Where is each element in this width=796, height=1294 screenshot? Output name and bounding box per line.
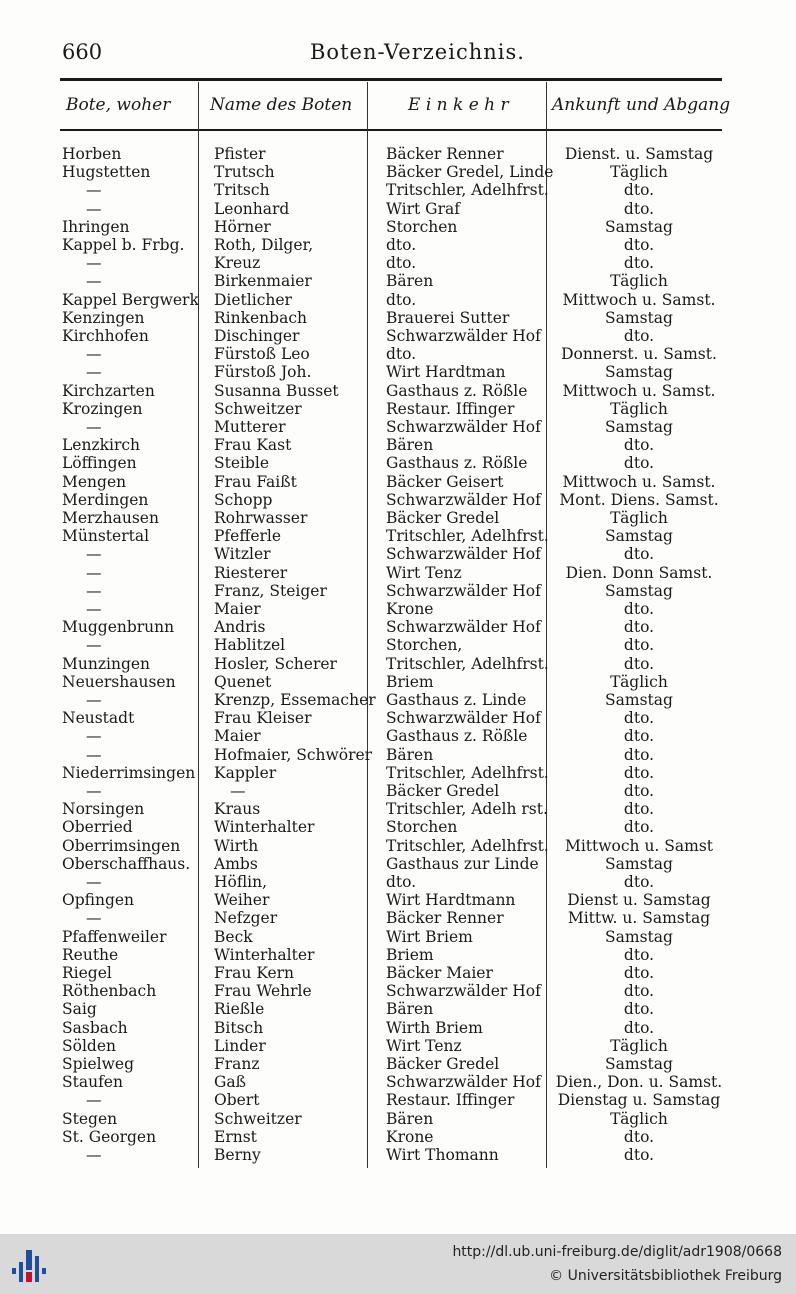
row-einkehr: Wirth Briem (386, 1018, 483, 1037)
table-row (0, 982, 796, 1000)
row-name: Weiher (214, 891, 270, 910)
row-ankunft: Samstag (605, 217, 673, 236)
row-name: Bitsch (214, 1018, 264, 1037)
row-einkehr: Wirt Hardtman (386, 363, 506, 382)
row-ankunft: Samstag (605, 854, 673, 873)
row-bote: Mengen (62, 472, 127, 491)
row-name: Quenet (214, 672, 272, 691)
row-ankunft: Samstag (605, 527, 673, 546)
row-bote: Sasbach (62, 1018, 128, 1037)
row-bote: Staufen (62, 1073, 123, 1092)
row-name: Trutsch (214, 163, 275, 182)
row-ankunft: dto. (623, 454, 655, 473)
row-ankunft: Täglich (610, 672, 668, 691)
table-row (0, 691, 796, 709)
row-einkehr: Schwarzwälder Hof (386, 1073, 541, 1092)
table-row (0, 1110, 796, 1128)
row-name: Linder (214, 1036, 266, 1055)
row-bote: — (86, 545, 102, 564)
row-name: Nefzger (214, 909, 278, 928)
table-row (0, 636, 796, 654)
row-bote: Oberrimsingen (62, 836, 181, 855)
row-name: Frau Kern (214, 964, 295, 982)
row-bote: Horben (62, 145, 122, 163)
row-ankunft: Täglich (610, 399, 668, 418)
table-row (0, 1000, 796, 1018)
row-name: Wirth (214, 836, 259, 855)
row-bote: Kirchzarten (62, 381, 155, 400)
row-ankunft: dto. (623, 1146, 655, 1164)
row-bote: — (86, 363, 102, 382)
row-bote: Röthenbach (62, 982, 157, 1001)
row-bote: Muggenbrunn (62, 618, 175, 637)
row-name: Pfister (214, 145, 266, 163)
row-ankunft: dto. (623, 1000, 655, 1019)
row-bote: — (86, 563, 102, 582)
row-name: Hörner (214, 217, 271, 236)
row-einkehr: Krone (386, 600, 434, 618)
row-einkehr: Schwarzwälder Hof (386, 581, 541, 600)
table-row (0, 382, 796, 400)
row-einkehr: Storchen (386, 818, 458, 837)
row-bote: — (86, 345, 102, 364)
row-name: Frau Kleiser (214, 709, 312, 728)
row-name: Berny (214, 1146, 261, 1164)
row-bote: Oberschaffhaus. (62, 854, 191, 873)
table-row (0, 272, 796, 290)
table-row (0, 345, 796, 363)
row-name: Riesterer (214, 563, 288, 582)
row-einkehr: Schwarzwälder Hof (386, 327, 541, 345)
row-name: Dietlicher (214, 290, 292, 309)
row-bote: — (86, 782, 102, 800)
row-einkehr: Bäcker Gredel (386, 1055, 500, 1073)
row-bote: — (86, 636, 102, 655)
row-bote: Saig (62, 1000, 97, 1019)
footer-bar (0, 1234, 796, 1294)
row-bote: Kenzingen (62, 308, 145, 327)
row-ankunft: Mittwoch u. Samst. (562, 472, 716, 491)
row-name: Frau Kast (214, 436, 292, 455)
row-bote: Niederrimsingen (62, 763, 196, 782)
row-name: Mutterer (214, 418, 286, 436)
row-ankunft: dto. (623, 181, 655, 200)
row-einkehr: Wirt Tenz (386, 563, 462, 582)
ub-freiburg-logo-icon (12, 1244, 52, 1284)
row-bote: — (86, 909, 102, 928)
row-einkehr: dto. (386, 345, 417, 364)
row-name: Winterhalter (214, 818, 315, 837)
row-bote: Merzhausen (62, 509, 159, 527)
top-rule (60, 78, 722, 81)
row-ankunft: Samstag (605, 927, 673, 946)
row-name: Franz, Steiger (214, 581, 327, 600)
row-einkehr: Gasthaus z. Linde (386, 691, 527, 709)
table-row (0, 746, 796, 764)
row-bote: — (86, 600, 102, 618)
row-einkehr: dto. (386, 290, 417, 309)
row-einkehr: Schwarzwälder Hof (386, 709, 541, 728)
row-bote: — (86, 254, 102, 273)
row-ankunft: dto. (623, 982, 655, 1001)
row-ankunft: Samstag (605, 363, 673, 382)
page-title: Boten-Verzeichnis. (310, 40, 525, 64)
row-einkehr: Wirt Graf (386, 199, 460, 218)
row-bote: Reuthe (62, 945, 119, 964)
table-row (0, 1128, 796, 1146)
table-row (0, 309, 796, 327)
row-ankunft: Dienst u. Samstag (567, 891, 711, 910)
row-einkehr: Schwarzwälder Hof (386, 545, 541, 564)
row-einkehr: Briem (386, 945, 434, 964)
row-bote: — (86, 418, 102, 436)
row-einkehr: Tritschler, Adelhfrst. (386, 527, 549, 546)
row-bote: — (86, 727, 102, 746)
row-name: Schweitzer (214, 1109, 302, 1128)
row-einkehr: Bäcker Renner (386, 145, 504, 163)
row-bote: Münstertal (62, 527, 150, 546)
row-einkehr: dto. (386, 254, 417, 273)
row-einkehr: Wirt Hardtmann (386, 891, 516, 910)
row-ankunft: Dien. Donn Samst. (565, 563, 713, 582)
row-bote: Ihringen (62, 217, 130, 236)
row-bote: Opfingen (62, 891, 135, 910)
row-name: Krenzp, Essemacher (214, 691, 376, 709)
row-ankunft: Samstag (605, 581, 673, 600)
row-bote: Sölden (62, 1036, 116, 1055)
table-row (0, 145, 796, 163)
row-name: Obert (214, 1091, 260, 1110)
table-row (0, 436, 796, 454)
table-row (0, 873, 796, 891)
row-name: — (230, 782, 246, 800)
row-name: Fürstoß Leo (214, 345, 310, 364)
table-row (0, 964, 796, 982)
row-einkehr: Bäcker Maier (386, 964, 493, 982)
row-einkehr: Wirt Briem (386, 927, 473, 946)
table-row (0, 400, 796, 418)
row-name: Maier (214, 600, 261, 618)
row-ankunft: dto. (623, 782, 655, 800)
row-name: Gaß (214, 1073, 246, 1092)
row-bote: Munzingen (62, 654, 151, 673)
row-name: Witzler (214, 545, 271, 564)
row-bote: — (86, 181, 102, 200)
row-ankunft: Täglich (610, 509, 668, 527)
row-ankunft: dto. (623, 618, 655, 637)
row-name: Hofmaier, Schwörer (214, 745, 373, 764)
table-row (0, 236, 796, 254)
row-name: Frau Wehrle (214, 982, 312, 1001)
row-name: Andris (214, 618, 266, 637)
row-ankunft: dto. (623, 818, 655, 837)
table-row (0, 673, 796, 691)
row-bote: Kappel b. Frbg. (62, 236, 185, 254)
row-bote: — (86, 272, 102, 291)
row-ankunft: dto. (623, 254, 655, 273)
row-name: Birkenmaier (214, 272, 312, 291)
row-einkehr: Tritschler, Adelh rst. (386, 800, 548, 819)
row-ankunft: dto. (623, 873, 655, 891)
table-row (0, 527, 796, 545)
row-name: Kreuz (214, 254, 261, 273)
row-bote: Hugstetten (62, 163, 151, 182)
table-row (0, 545, 796, 563)
table-row (0, 782, 796, 800)
row-ankunft: dto. (623, 964, 655, 982)
row-ankunft: Mittwoch u. Samst. (562, 290, 716, 309)
row-einkehr: Schwarzwälder Hof (386, 618, 541, 637)
row-einkehr: Schwarzwälder Hof (386, 418, 541, 436)
page-number: 660 (62, 40, 103, 64)
row-einkehr: Tritschler, Adelhfrst. (386, 181, 549, 200)
row-bote: Pfaffenweiler (62, 927, 167, 946)
row-ankunft: dto. (623, 727, 655, 746)
row-bote: Norsingen (62, 800, 145, 819)
table-row (0, 181, 796, 199)
table-row (0, 1146, 796, 1164)
row-einkehr: Schwarzwälder Hof (386, 982, 541, 1001)
row-ankunft: dto. (623, 236, 655, 254)
table-row (0, 837, 796, 855)
row-ankunft: dto. (623, 945, 655, 964)
row-einkehr: Restaur. Iffinger (386, 399, 515, 418)
row-ankunft: dto. (623, 1127, 655, 1146)
row-einkehr: Bäcker Geisert (386, 472, 504, 491)
row-einkehr: Bären (386, 1000, 434, 1019)
row-ankunft: Dien., Don. u. Samst. (555, 1073, 723, 1092)
row-einkehr: Tritschler, Adelhfrst. (386, 763, 549, 782)
row-einkehr: Brauerei Sutter (386, 308, 510, 327)
table-row (0, 582, 796, 600)
table-row (0, 600, 796, 618)
row-ankunft: Mont. Diens. Samst. (559, 490, 719, 509)
row-name: Kraus (214, 800, 261, 819)
row-einkehr: Krone (386, 1127, 434, 1146)
column-header-name: Name des Boten (210, 95, 353, 115)
row-name: Rinkenbach (214, 308, 307, 327)
row-ankunft: Täglich (610, 1036, 668, 1055)
table-row (0, 800, 796, 818)
row-einkehr: Gasthaus z. Rößle (386, 454, 528, 473)
table-row (0, 618, 796, 636)
table-row (0, 928, 796, 946)
row-einkehr: Schwarzwälder Hof (386, 490, 541, 509)
row-ankunft: dto. (623, 600, 655, 618)
row-ankunft: Mittwoch u. Samst (564, 836, 714, 855)
table-row (0, 454, 796, 472)
row-einkehr: Storchen (386, 217, 458, 236)
table-row (0, 200, 796, 218)
row-name: Kappler (214, 763, 277, 782)
table-row (0, 818, 796, 836)
row-name: Höflin, (214, 873, 268, 891)
row-einkehr: Gasthaus z. Rößle (386, 727, 528, 746)
row-bote: Spielweg (62, 1055, 134, 1073)
row-ankunft: dto. (623, 545, 655, 564)
row-einkehr: Gasthaus zur Linde (386, 854, 539, 873)
row-ankunft: Dienstag u. Samstag (557, 1091, 721, 1110)
table-row (0, 1091, 796, 1109)
table-row (0, 655, 796, 673)
row-bote: — (86, 873, 102, 891)
row-bote: — (86, 581, 102, 600)
row-name: Schopp (214, 490, 273, 509)
table-row (0, 891, 796, 909)
row-einkehr: Bäcker Gredel (386, 509, 500, 527)
row-name: Steible (214, 454, 270, 473)
row-name: Maier (214, 727, 261, 746)
table-row (0, 1055, 796, 1073)
row-ankunft: dto. (623, 709, 655, 728)
table-row (0, 1019, 796, 1037)
row-bote: — (86, 745, 102, 764)
row-einkehr: Tritschler, Adelhfrst. (386, 654, 549, 673)
row-name: Hablitzel (214, 636, 286, 655)
row-name: Franz (214, 1055, 260, 1073)
row-ankunft: Dienst. u. Samstag (564, 145, 714, 163)
row-ankunft: Mittw. u. Samstag (567, 909, 711, 928)
row-bote: Neuershausen (62, 672, 176, 691)
row-einkehr: Wirt Tenz (386, 1036, 462, 1055)
row-ankunft: Donnerst. u. Samst. (561, 345, 717, 364)
row-ankunft: dto. (623, 745, 655, 764)
row-name: Schweitzer (214, 399, 302, 418)
row-name: Rießle (214, 1000, 265, 1019)
row-einkehr: Briem (386, 672, 434, 691)
row-einkehr: dto. (386, 873, 417, 891)
table-row (0, 1073, 796, 1091)
table-row (0, 363, 796, 381)
row-ankunft: Täglich (610, 1109, 668, 1128)
table-row (0, 291, 796, 309)
row-ankunft: Samstag (605, 691, 673, 709)
row-name: Ernst (214, 1127, 257, 1146)
header-rule (60, 129, 722, 131)
row-bote: Stegen (62, 1109, 118, 1128)
table-row (0, 564, 796, 582)
row-name: Frau Faißt (214, 472, 297, 491)
table-row (0, 855, 796, 873)
table-row (0, 473, 796, 491)
row-ankunft: Samstag (605, 418, 673, 436)
table-row (0, 418, 796, 436)
table-row (0, 254, 796, 272)
row-ankunft: dto. (623, 436, 655, 455)
row-ankunft: Mittwoch u. Samst. (562, 381, 716, 400)
row-name: Ambs (214, 854, 258, 873)
row-bote: Riegel (62, 964, 112, 982)
row-ankunft: dto. (623, 1018, 655, 1037)
row-ankunft: dto. (623, 800, 655, 819)
row-name: Leonhard (214, 199, 290, 218)
table-row (0, 163, 796, 181)
row-name: Winterhalter (214, 945, 315, 964)
row-name: Dischinger (214, 327, 300, 345)
row-bote: Merdingen (62, 490, 149, 509)
row-einkehr: Gasthaus z. Rößle (386, 381, 528, 400)
table-row (0, 909, 796, 927)
table-row (0, 946, 796, 964)
table-row (0, 509, 796, 527)
source-url[interactable]: http://dl.ub.uni-freiburg.de/diglit/adr1908/0668 (452, 1244, 782, 1260)
row-name: Rohrwasser (214, 509, 308, 527)
row-bote: Löffingen (62, 454, 137, 473)
row-ankunft: Täglich (610, 163, 668, 182)
row-einkehr: Bäcker Gredel, Linde (386, 163, 554, 182)
row-name: Roth, Dilger, (214, 236, 314, 254)
row-einkehr: Bären (386, 1109, 434, 1128)
row-ankunft: Samstag (605, 308, 673, 327)
row-name: Tritsch (214, 181, 270, 200)
row-einkehr: dto. (386, 236, 417, 254)
row-ankunft: dto. (623, 763, 655, 782)
column-header-bote: Bote, woher (66, 95, 171, 115)
table-row (0, 327, 796, 345)
row-einkehr: Tritschler, Adelhfrst. (386, 836, 549, 855)
row-bote: Krozingen (62, 399, 143, 418)
table-row (0, 709, 796, 727)
row-bote: — (86, 1091, 102, 1110)
row-einkehr: Bären (386, 272, 434, 291)
row-einkehr: Wirt Thomann (386, 1146, 499, 1164)
table-row (0, 218, 796, 236)
row-ankunft: dto. (623, 654, 655, 673)
table-row (0, 1037, 796, 1055)
row-ankunft: Samstag (605, 1055, 673, 1073)
row-bote: St. Georgen (62, 1127, 157, 1146)
row-name: Beck (214, 927, 253, 946)
row-ankunft: dto. (623, 199, 655, 218)
row-bote: — (86, 691, 102, 709)
column-header-ankunft: Ankunft und Abgang (552, 95, 731, 115)
row-ankunft: dto. (623, 636, 655, 655)
row-bote: — (86, 199, 102, 218)
row-bote: Lenzkirch (62, 436, 141, 455)
row-name: Fürstoß Joh. (214, 363, 312, 382)
row-bote: Oberried (62, 818, 133, 837)
row-einkehr: Bäcker Renner (386, 909, 504, 928)
column-header-einkehr: E i n k e h r (408, 95, 509, 115)
table-row (0, 727, 796, 745)
row-name: Hosler, Scherer (214, 654, 337, 673)
copyright-notice: © Universitätsbibliothek Freiburg (549, 1268, 782, 1284)
row-ankunft: dto. (623, 327, 655, 345)
row-einkehr: Storchen, (386, 636, 463, 655)
row-name: Pfefferle (214, 527, 282, 546)
row-einkehr: Bäcker Gredel (386, 782, 500, 800)
row-bote: Neustadt (62, 709, 135, 728)
row-einkehr: Bären (386, 436, 434, 455)
row-bote: — (86, 1146, 102, 1164)
row-bote: Kirchhofen (62, 327, 149, 345)
row-einkehr: Restaur. Iffinger (386, 1091, 515, 1110)
row-ankunft: Täglich (610, 272, 668, 291)
row-einkehr: Bären (386, 745, 434, 764)
table-row (0, 491, 796, 509)
table-row (0, 764, 796, 782)
row-name: Susanna Busset (214, 381, 339, 400)
row-bote: Kappel Bergwerk (62, 290, 199, 309)
